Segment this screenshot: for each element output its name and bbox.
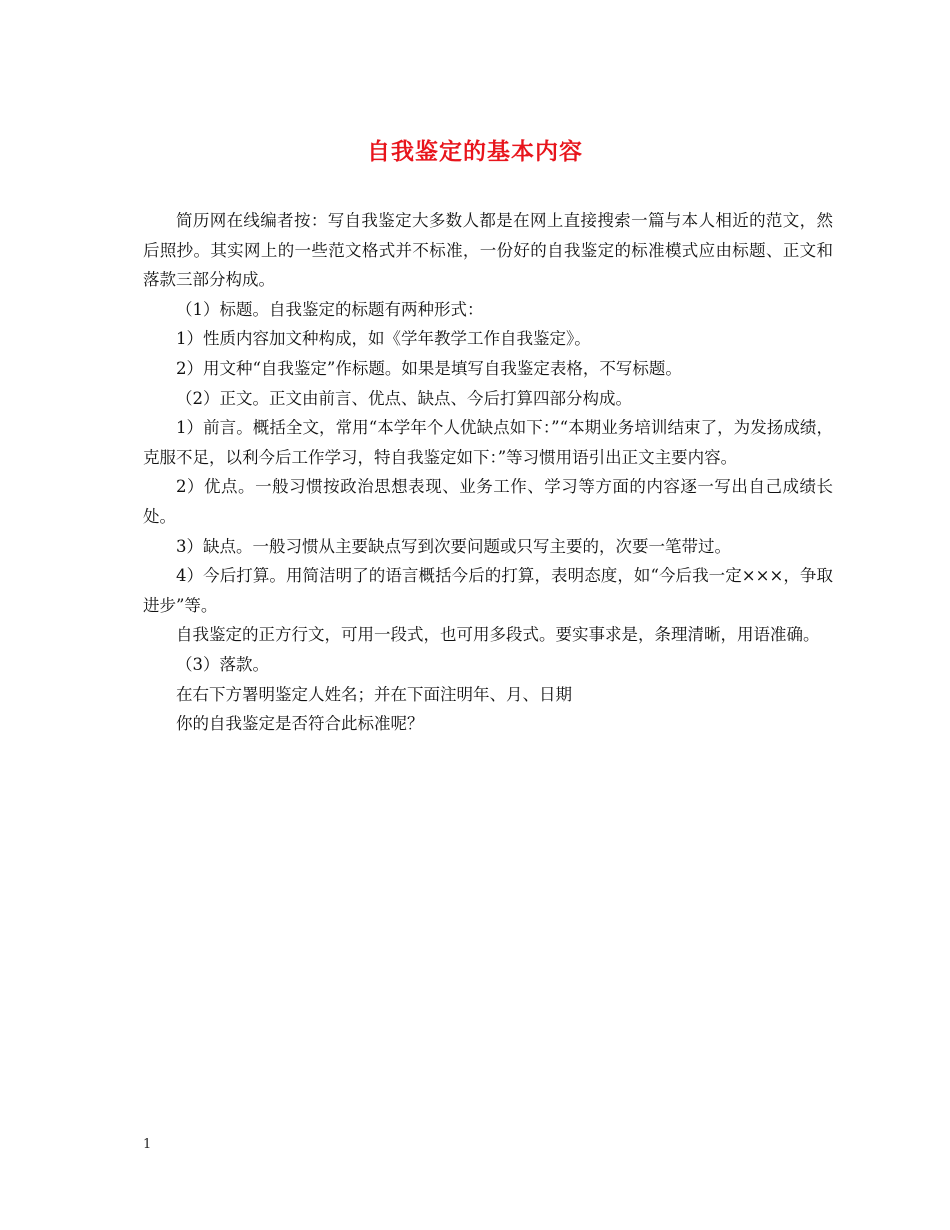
paragraph-body-weaknesses: 3）缺点。一般习惯从主要缺点写到次要问题或只写主要的，次要一笔带过。 [176,536,731,556]
page-number: 1 [143,1137,152,1152]
paragraph-title-form-2: 2）用文种“自我鉴定”作标题。如果是填写自我鉴定表格，不写标题。 [176,358,682,378]
paragraph-body-preface: 1）前言。概括全文，常用“本学年个人优缺点如下：”“本期业务培训结束了，为发扬成绩，克服不足，以利今后工作学习，特自我鉴定如下：”等习惯用语引出正文主要内容。 [143,418,833,467]
document-title: 自我鉴定的基本内容 [367,138,583,165]
paragraph-body-strengths: 2）优点。一般习惯按政治思想表现、业务工作、学习等方面的内容逐一写出自己成绩长处。 [143,477,833,526]
paragraph-heading-body: （2）正文。正文由前言、优点、缺点、今后打算四部分构成。 [176,388,632,408]
document-body [143,206,833,739]
paragraph-closing-question: 你的自我鉴定是否符合此标准呢？ [176,714,424,734]
paragraph-body-plans: 4）今后打算。用简洁明了的语言概括今后的打算，表明态度，如“今后我一定×××，争取进步”等。 [143,566,833,615]
paragraph-title-form-1: 1）性质内容加文种构成，如《学年教学工作自我鉴定》。 [176,329,591,349]
paragraph-signature-detail: 在右下方署明鉴定人姓名；并在下面注明年、月、日期 [176,684,572,704]
paragraph-intro: 简历网在线编者按：写自我鉴定大多数人都是在网上直接搜索一篇与本人相近的范文，然后照抄。其实网上的一些范文格式并不标准，一份好的自我鉴定的标准模式应由标题、正文和落款三部分构成。 [143,211,833,290]
paragraph-heading-title: （1）标题。自我鉴定的标题有两种形式： [176,299,484,319]
paragraph-heading-signature: （3）落款。 [176,654,269,674]
paragraph-body-style: 自我鉴定的正方行文，可用一段式，也可用多段式。要实事求是，条理清晰，用语准确。 [176,625,820,645]
